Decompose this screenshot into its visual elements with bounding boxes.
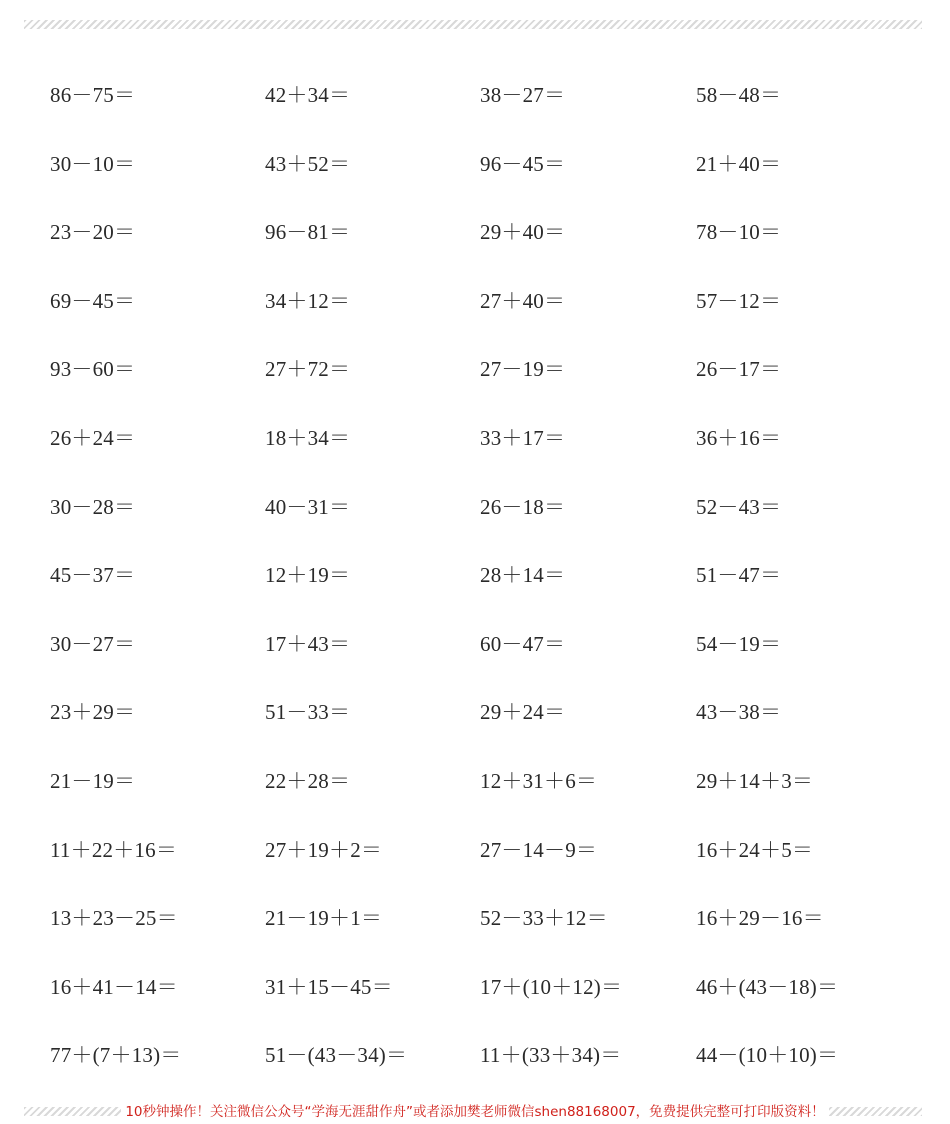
problem-row — [50, 609, 920, 678]
math-problem: 21＋40＝ — [696, 151, 782, 176]
math-problem: 27＋72＝ — [265, 357, 351, 382]
math-problem: 29＋40＝ — [480, 220, 566, 245]
math-problem: 60－47＝ — [480, 631, 566, 656]
math-problem: 11＋22＋16＝ — [50, 837, 178, 862]
math-problem: 26－17＝ — [696, 357, 782, 382]
math-problem: 51－33＝ — [265, 700, 351, 725]
math-problem: 44－(10＋10)＝ — [696, 1043, 839, 1068]
math-problem: 29＋14＋3＝ — [696, 768, 814, 793]
problem-row — [50, 266, 920, 335]
math-problem: 16＋24＋5＝ — [696, 837, 814, 862]
problem-row — [50, 883, 920, 952]
math-problem: 57－12＝ — [696, 288, 782, 313]
math-problem: 86－75＝ — [50, 83, 136, 107]
math-problem: 22＋28＝ — [265, 768, 351, 793]
problem-row — [50, 334, 920, 403]
math-problem: 17＋(10＋12)＝ — [480, 974, 623, 999]
problem-row — [50, 197, 920, 266]
math-problem: 51－47＝ — [696, 563, 782, 588]
problem-row — [50, 952, 920, 1021]
footer-promo-text: 10秒钟操作！关注微信公众号“学海无涯甜作舟”或者添加樊老师微信shen88168007，免费提供完整可打印版资料！ — [121, 1102, 828, 1122]
math-problem: 30－28＝ — [50, 494, 136, 519]
math-problem: 96－81＝ — [265, 220, 351, 245]
problem-row — [50, 472, 920, 541]
math-problem: 16＋41－14＝ — [50, 974, 178, 999]
math-problem: 21－19＋1＝ — [265, 906, 383, 931]
math-problem: 27＋40＝ — [480, 288, 566, 313]
math-problem: 77＋(7＋13)＝ — [50, 1043, 182, 1068]
math-problem: 23－20＝ — [50, 220, 136, 245]
math-problem: 26＋24＝ — [50, 425, 136, 450]
math-problem: 27－14－9＝ — [480, 837, 598, 862]
math-problem: 46＋(43－18)＝ — [696, 974, 839, 999]
arithmetic-worksheet — [50, 60, 920, 1089]
math-problem: 52－43＝ — [696, 494, 782, 519]
math-problem: 12＋31＋6＝ — [480, 768, 598, 793]
math-problem: 38－27＝ — [480, 83, 566, 107]
problem-row — [50, 540, 920, 609]
math-problem: 96－45＝ — [480, 151, 566, 176]
problem-row — [50, 1020, 920, 1089]
math-problem: 27＋19＋2＝ — [265, 837, 383, 862]
problem-row — [50, 60, 920, 129]
math-problem: 93－60＝ — [50, 357, 136, 382]
math-problem: 11＋(33＋34)＝ — [480, 1043, 622, 1068]
math-problem: 31＋15－45＝ — [265, 974, 393, 999]
math-problem: 30－27＝ — [50, 631, 136, 656]
math-problem: 54－19＝ — [696, 631, 782, 656]
math-problem: 51－(43－34)＝ — [265, 1043, 408, 1068]
math-problem: 18＋34＝ — [265, 425, 351, 450]
math-problem: 42＋34＝ — [265, 83, 351, 107]
math-problem: 21－19＝ — [50, 768, 136, 793]
math-problem: 16＋29－16＝ — [696, 906, 824, 931]
math-problem: 40－31＝ — [265, 494, 351, 519]
math-problem: 13＋23－25＝ — [50, 906, 178, 931]
math-problem: 17＋43＝ — [265, 631, 351, 656]
top-decorative-stripe — [24, 20, 922, 29]
math-problem: 43－38＝ — [696, 700, 782, 725]
math-problem: 69－45＝ — [50, 288, 136, 313]
math-problem: 43＋52＝ — [265, 151, 351, 176]
math-problem: 52－33＋12＝ — [480, 906, 608, 931]
math-problem: 29＋24＝ — [480, 700, 566, 725]
problem-row — [50, 677, 920, 746]
math-problem: 27－19＝ — [480, 357, 566, 382]
math-problem: 23＋29＝ — [50, 700, 136, 725]
math-problem: 34＋12＝ — [265, 288, 351, 313]
math-problem: 36＋16＝ — [696, 425, 782, 450]
math-problem: 30－10＝ — [50, 151, 136, 176]
math-problem: 26－18＝ — [480, 494, 566, 519]
math-problem: 78－10＝ — [696, 220, 782, 245]
footer-banner — [0, 1102, 950, 1122]
problem-row — [50, 815, 920, 884]
math-problem: 45－37＝ — [50, 563, 136, 588]
math-problem: 12＋19＝ — [265, 563, 351, 588]
problem-row — [50, 129, 920, 198]
math-problem: 28＋14＝ — [480, 563, 566, 588]
math-problem: 33＋17＝ — [480, 425, 566, 450]
problem-row — [50, 746, 920, 815]
problem-row — [50, 403, 920, 472]
math-problem: 58－48＝ — [696, 83, 782, 107]
